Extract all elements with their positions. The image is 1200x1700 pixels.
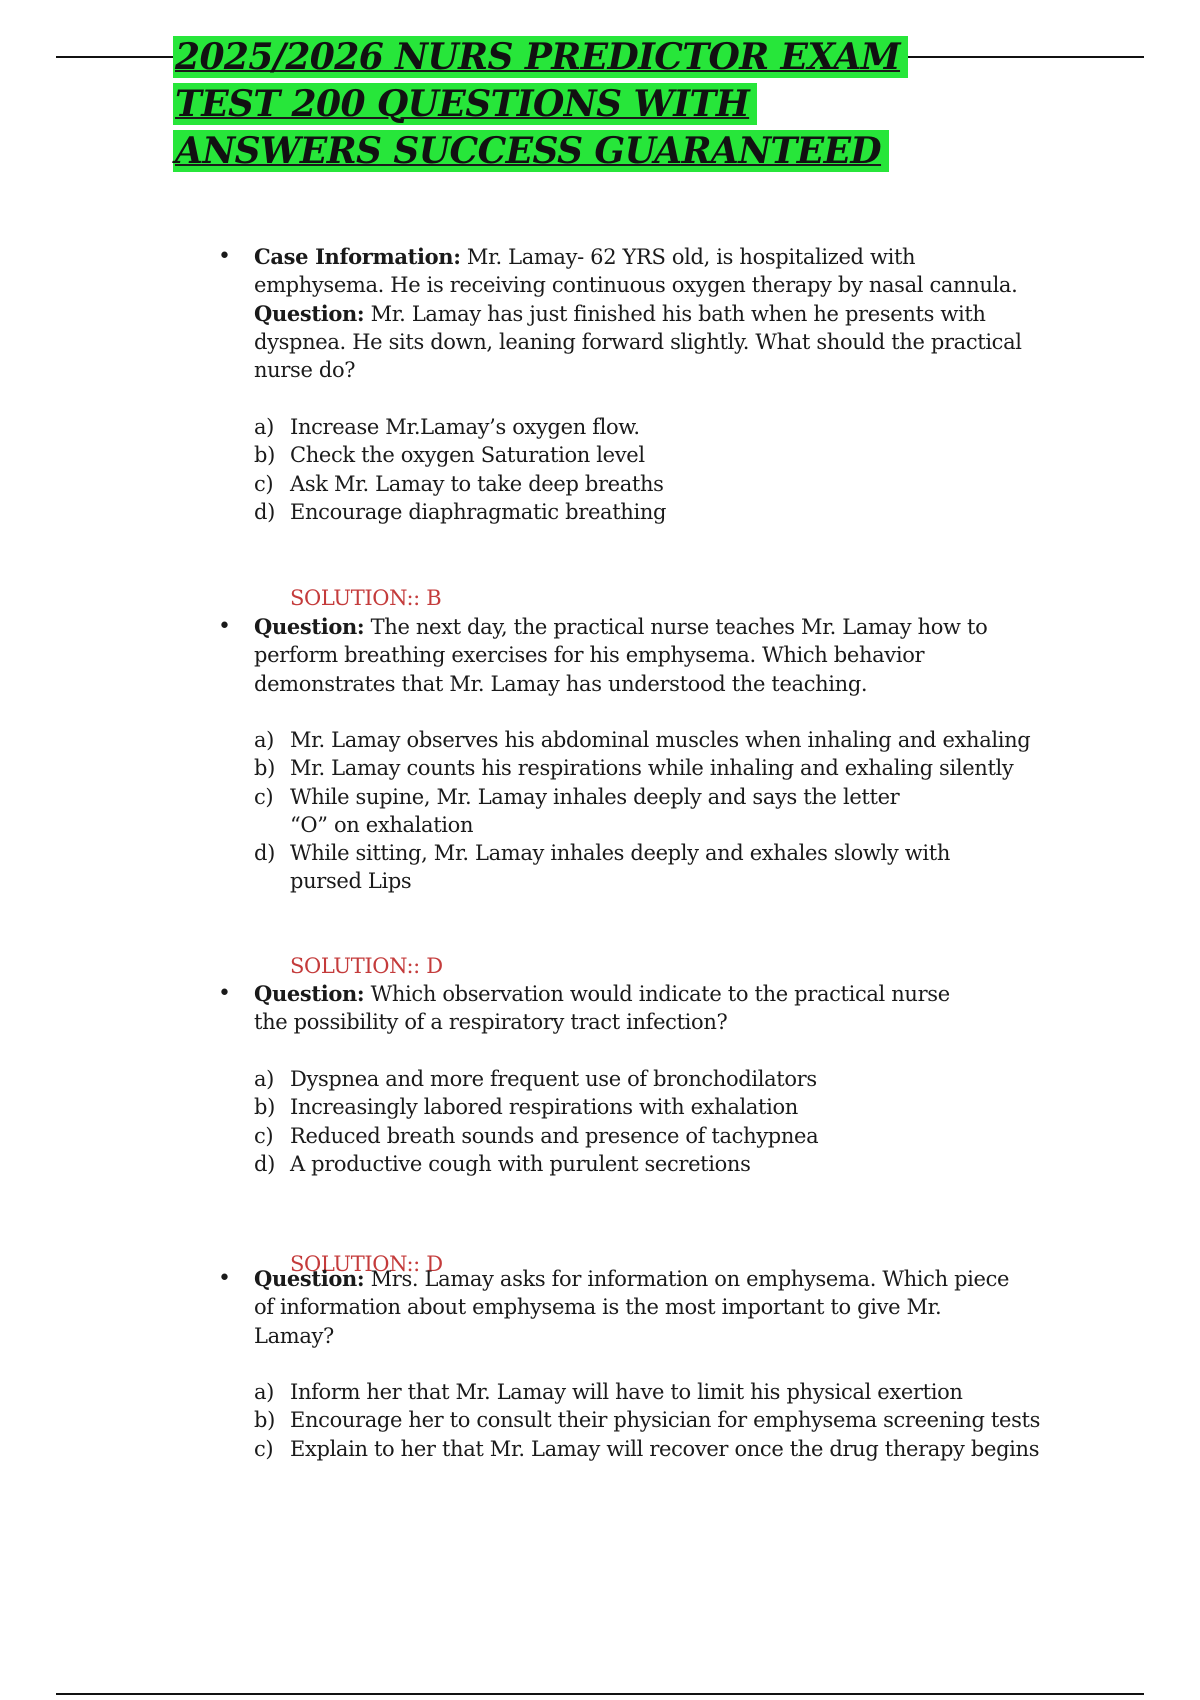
option-text: Check the oxygen Saturation level	[290, 443, 645, 468]
option-item	[254, 726, 1034, 754]
option-text: Encourage her to consult their physician for emphysema screening tests	[290, 1408, 1041, 1433]
question-body: The next day, the practical nurse teaches Mr. Lamay how to perform breathing exercises for his emphysema. Which behavior demonstrates that Mr. Lamay has understood the teaching.	[254, 615, 988, 696]
question-text	[254, 1265, 1014, 1350]
case-text: Mr. Lamay- 62 YRS old, is hospitalized with emphysema. He is receiving continuous oxygen therapy by nasal cannula.	[254, 245, 1018, 298]
question-label: Question:	[254, 981, 365, 1006]
option-text: Encourage diaphragmatic breathing	[290, 499, 667, 524]
option-text: Ask Mr. Lamay to take deep breaths	[290, 471, 664, 496]
bullet-icon: •	[218, 614, 231, 639]
option-item	[254, 1435, 1074, 1463]
option-list	[254, 726, 1034, 896]
option-item	[254, 1406, 1074, 1434]
option-item	[254, 783, 910, 840]
document-title-text: 2025/2026 NURS PREDICTOR EXAM TEST 200 QUESTIONS WITH ANSWERS SUCCESS GUARANTEED	[173, 36, 908, 172]
question-label: Question:	[254, 1266, 365, 1291]
option-text: Explain to her that Mr. Lamay will recover once the drug therapy begins	[290, 1436, 1040, 1461]
question-text	[254, 243, 1034, 384]
question-label: Question:	[254, 614, 365, 639]
option-item	[254, 1150, 1054, 1178]
option-letter: a)	[254, 1380, 275, 1404]
option-item	[254, 470, 1054, 498]
footer-rule	[56, 1693, 1144, 1695]
option-letter: b)	[254, 1408, 275, 1433]
option-letter: b)	[254, 443, 275, 468]
option-letter: c)	[254, 784, 274, 809]
option-item	[254, 441, 1054, 469]
solution-label: SOLUTION:: B	[290, 586, 442, 610]
option-item	[254, 1093, 1054, 1121]
option-text: Mr. Lamay observes his abdominal muscles when inhaling and exhaling	[290, 728, 1031, 752]
option-text: While sitting, Mr. Lamay inhales deeply and exhales slowly with pursed Lips	[290, 841, 950, 894]
option-text: Increasingly labored respirations with exhalation	[290, 1095, 798, 1120]
option-item	[254, 1378, 1074, 1406]
option-item	[254, 413, 1054, 441]
option-text: Dyspnea and more frequent use of bronchodilators	[290, 1067, 817, 1091]
option-item	[254, 754, 1034, 782]
case-label: Case Information:	[254, 244, 461, 269]
question-text	[254, 980, 974, 1037]
question-body: Mr. Lamay has just finished his bath when he presents with dyspnea. He sits down, leaning forward slightly. What should the practical nurse do?	[254, 301, 1022, 383]
option-letter: b)	[254, 756, 275, 781]
option-letter: d)	[254, 1151, 275, 1176]
option-list	[254, 413, 1054, 526]
option-text: Inform her that Mr. Lamay will have to limit his physical exertion	[290, 1380, 963, 1404]
option-item	[254, 1065, 1054, 1093]
bullet-icon: •	[218, 981, 231, 1006]
bullet-icon: •	[218, 244, 231, 269]
question-label: Question:	[254, 300, 365, 326]
option-letter: a)	[254, 1067, 275, 1091]
option-list	[254, 1378, 1074, 1463]
question-body: Mrs. Lamay asks for information on emphysema. Which piece of information about emphysema is the most important to give Mr. Lamay?	[254, 1267, 1010, 1348]
option-item	[254, 839, 950, 896]
option-letter: b)	[254, 1095, 275, 1120]
question-text	[254, 613, 1034, 698]
option-list	[254, 1065, 1054, 1178]
option-letter: c)	[254, 1436, 274, 1461]
solution-label: SOLUTION:: D	[290, 954, 443, 978]
option-text: While supine, Mr. Lamay inhales deeply and says the letter “O” on exhalation	[290, 784, 900, 837]
option-item	[254, 1122, 1054, 1150]
option-letter: a)	[254, 415, 275, 439]
question-body: Which observation would indicate to the practical nurse the possibility of a respiratory tract infection?	[254, 982, 950, 1035]
option-text: Mr. Lamay counts his respirations while inhaling and exhaling silently	[290, 756, 1014, 781]
option-letter: a)	[254, 728, 275, 752]
option-letter: d)	[254, 841, 275, 866]
solution-label: SOLUTION:: D	[290, 1252, 443, 1276]
option-text: A productive cough with purulent secretions	[290, 1151, 751, 1176]
option-text: Reduced breath sounds and presence of tachypnea	[290, 1123, 819, 1148]
option-letter: c)	[254, 1123, 274, 1148]
bullet-icon: •	[218, 1266, 231, 1291]
option-item	[254, 498, 1054, 526]
option-text: Increase Mr.Lamay’s oxygen flow.	[290, 415, 640, 439]
option-letter: c)	[254, 471, 274, 496]
option-letter: d)	[254, 499, 275, 524]
